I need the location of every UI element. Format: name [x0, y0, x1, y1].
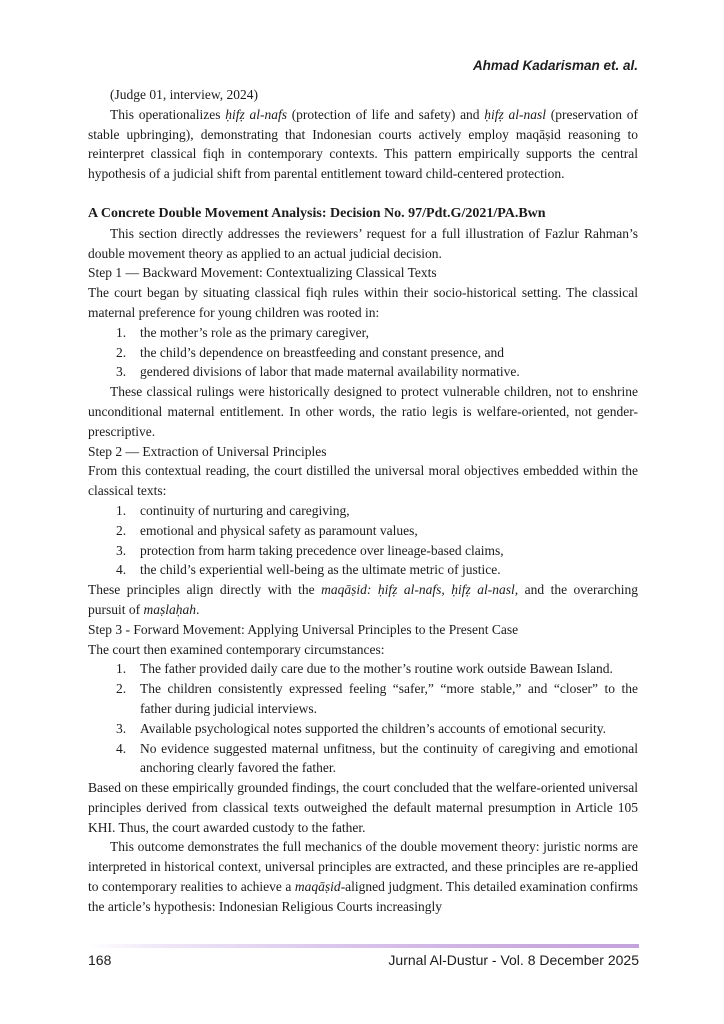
page-footer: [88, 952, 639, 968]
text-run: gendered divisions of labor that made maternal availability normative.: [140, 364, 520, 380]
text-run: This operationalizes: [110, 106, 226, 122]
text-run: The father provided daily care due to the mother’s routine work outside Bawean Island.: [140, 661, 613, 677]
list-item: [88, 343, 638, 363]
paragraph: [88, 224, 638, 264]
text-run: These classical rulings were historically designed to protect vulnerable children, not to enshrine unconditional maternal entitlement. In other words, the ratio legis is welfare-oriented, not gender-prescriptive.: [88, 384, 638, 439]
list-item: [88, 679, 638, 719]
running-header: [88, 57, 638, 74]
text-run: A Concrete Double Movement Analysis: Decision No. 97/Pdt.G/2021/PA.Bwn: [88, 205, 546, 221]
page-number: 168: [88, 952, 112, 968]
paragraph: [88, 580, 638, 620]
section-heading: [88, 204, 638, 224]
paragraph: [88, 461, 638, 501]
text-run: This outcome demonstrates the full mechanics of the double movement theory: juristic norms are interpreted in historical context, universal principles are extracted, and these principles are re-applied to contemporary realities to achieve a: [88, 839, 638, 895]
text-run: (preservation of stable upbringing), demonstrating that Indonesian courts actively employ maqāṣid reasoning to reinterpret classical fiqh in contemporary contexts. This pattern empirically supports the central hypothesis of a judicial shift from parental entitlement toward child-centered protection.: [88, 106, 638, 182]
footer-divider: [88, 944, 639, 948]
text-run: Step 2 — Extraction of Universal Principles: [88, 443, 327, 459]
list-item: [88, 323, 638, 343]
text-run: emotional and physical safety as paramount values,: [140, 522, 418, 538]
list-number: 3.: [116, 364, 127, 380]
text-run: The children consistently expressed feeling “safer,” “more stable,” and “closer” to the father during judicial interviews.: [140, 681, 638, 716]
italic-term: ḥifẓ al-nafs: [225, 106, 287, 122]
list-number: 4.: [116, 740, 127, 756]
text-run: From this contextual reading, the court distilled the universal moral objectives embedded within the classical texts:: [88, 463, 638, 499]
text-run: and the overarching pursuit of: [88, 582, 639, 617]
list-item: [88, 719, 638, 739]
list-item: [88, 659, 638, 679]
list-number: 3.: [116, 542, 127, 558]
text-run: The court began by situating classical fiqh rules within their socio-historical setting. The classical maternal preference for young children was rooted in:: [88, 285, 638, 320]
list-item: [88, 501, 638, 521]
text-run: No evidence suggested maternal unfitness, but the continuity of caregiving and emotional anchoring clearly favored the father.: [140, 740, 638, 776]
list-item: [88, 521, 638, 541]
text-run: -aligned judgment. This detailed examination confirms the article’s hypothesis: Indonesian Religious Courts increasingly: [88, 879, 638, 914]
paragraph: [88, 778, 638, 837]
italic-term: maṣlaḥah: [143, 601, 197, 617]
blank-line: [88, 184, 638, 204]
list-number: 3.: [116, 720, 127, 736]
list-item: [88, 739, 638, 779]
text-run: This section directly addresses the reviewers’ request for a full illustration of Fazlur Rahman’s double movement theory as applied to an actual judicial decision.: [88, 225, 638, 261]
italic-term: ḥifẓ al-nasl,: [451, 582, 519, 598]
text-run: Step 3 - Forward Movement: Applying Universal Principles to the Present Case: [88, 621, 519, 637]
list-number: 2.: [116, 522, 127, 538]
text-run: Based on these empirically grounded findings, the court concluded that the welfare-oriented universal principles derived from classical texts outweighed the default maternal presumption in Article 105 KHI. Thus, the court awarded custody to the father.: [88, 780, 638, 835]
list-number: 1.: [116, 661, 127, 677]
document-body: [88, 85, 638, 917]
paragraph: [88, 382, 638, 441]
author-name: Ahmad Kadarisman et. al.: [472, 58, 638, 73]
list-number: 4.: [116, 562, 127, 578]
italic-term: ḥifẓ al-nasl: [484, 106, 547, 122]
list-number: 1.: [116, 324, 127, 340]
text-run: continuity of nurturing and caregiving,: [140, 502, 350, 518]
text-run: These principles align directly with the: [88, 582, 322, 598]
page: [88, 57, 638, 917]
text-run: .: [196, 601, 200, 617]
text-run: (Judge 01, interview, 2024): [110, 87, 258, 102]
step-1-heading: [88, 263, 638, 283]
list-item: [88, 541, 638, 561]
list-item: [88, 362, 638, 382]
text-run: the mother’s role as the primary caregiver,: [140, 324, 369, 340]
text-run: Available psychological notes supported the children’s accounts of emotional security.: [140, 720, 606, 736]
paragraph: [88, 283, 638, 323]
step-2-heading: [88, 442, 638, 462]
text-run: protection from harm taking precedence over lineage-based claims,: [140, 542, 504, 558]
list-item: [88, 560, 638, 580]
step-3-heading: [88, 620, 638, 640]
paragraph: [88, 837, 638, 916]
interview-attribution: [88, 85, 638, 105]
text-run: (protection of life and safety) and: [286, 106, 485, 122]
italic-term: maqāṣid:: [321, 582, 372, 598]
list-number: 2.: [116, 344, 127, 360]
text-run: Step 1 — Backward Movement: Contextualizing Classical Texts: [88, 265, 437, 281]
list-number: 1.: [116, 502, 127, 518]
paragraph: [88, 105, 638, 184]
paragraph: [88, 640, 638, 660]
text-run: The court then examined contemporary circumstances:: [88, 641, 385, 657]
italic-term: maqāṣid: [294, 879, 341, 895]
text-run: the child’s dependence on breastfeeding and constant presence, and: [140, 344, 504, 360]
italic-term: ḥifẓ al-nafs,: [377, 582, 445, 598]
text-run: the child’s experiential well-being as the ultimate metric of justice.: [140, 562, 501, 578]
list-number: 2.: [116, 681, 127, 697]
journal-volume-line: Jurnal Al-Dustur - Vol. 8 December 2025: [388, 952, 639, 968]
